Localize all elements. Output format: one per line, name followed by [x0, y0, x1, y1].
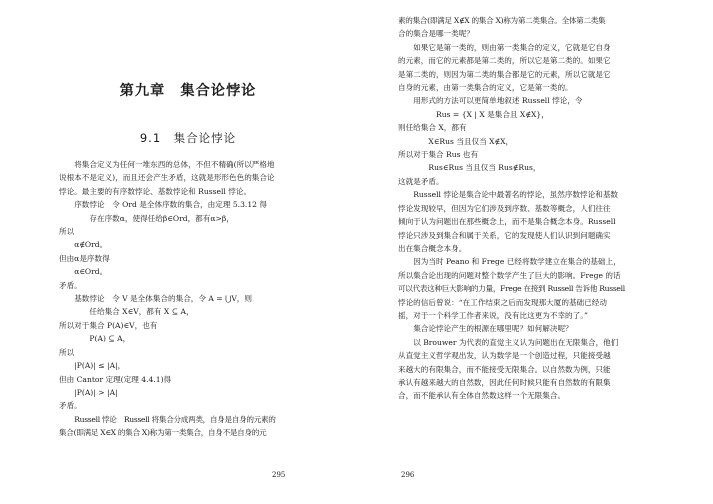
text-line: 因为当时 Peano 和 Frege 已经将数学建立在集合的基础上， [413, 257, 621, 267]
text-line: 以 Brouwer 为代表的直觉主义认为问题出在无限集合，他们 [413, 337, 619, 347]
text-line: 则任给集合 X，都有 [398, 123, 467, 133]
text-line: α∉Ord。 [74, 240, 108, 250]
text-line: 所以 [59, 227, 75, 237]
text-line: 矛盾。 [59, 401, 82, 411]
text-line: 存在序数α，使得任给β∈Ord，都有α>β， [89, 213, 234, 223]
right-page-number: 296 [401, 471, 415, 479]
text-line: 的元素，而它的元素都是第二类的，所以它是第二类的。如果它 [398, 56, 611, 66]
text-line: 悖论发现较早，但因为它们涉及到序数、基数等概念，人们往往 [398, 203, 611, 213]
text-line: Rus∈Rus 当且仅当 Rus∉Rus， [428, 163, 541, 173]
text-line: 说根本不是定义)，而且还会产生矛盾，这就是形形色色的集合论 [59, 173, 275, 183]
text-line: 合，而不能承认有全体自然数这样一个无限集合。 [398, 391, 566, 401]
text-line: 从直觉主义哲学观出发，认为数学是一个创造过程，只能接受越 [398, 351, 611, 361]
text-line: 摇，对于一个科学工作者来说，没有比这更为不幸的了。” [398, 310, 588, 320]
text-line: 所以 [59, 347, 75, 357]
text-line: 序数悖论 令 Ord 是全体序数的集合，由定理 5.3.12 得 [74, 200, 267, 210]
text-line: 矛盾。 [59, 280, 82, 290]
text-line: 基数悖论 令 V 是全体集合的集合，令 A = ⋃V，则 [74, 294, 252, 304]
left-page [0, 0, 356, 504]
text-line: 但由 Cantor 定理(定理 4.4.1)得 [59, 374, 172, 384]
text-line: 来越大的有限集合，而不能接受无限集合。以自然数为例，只能 [398, 364, 611, 374]
text-line: 悖论只涉及到集合和属于关系，它的发现使人们认识到问题确实 [398, 230, 611, 240]
text-line: 素的集合(即满足 X∉X 的集合 X)称为第二类集合。全体第二类集 [398, 16, 606, 25]
text-line: 这就是矛盾。 [398, 176, 444, 186]
text-line: |P(A)| ≤ |A|， [74, 361, 126, 371]
text-line: P(A) ⊆ A， [89, 334, 131, 344]
text-line: 所以对于集合 P(A)∈V，也有 [59, 320, 158, 330]
text-line: Russell 悖论是集合论中最著名的悖论，虽然序数悖论和基数 [413, 190, 619, 200]
text-line: 是第二类的，则因为第二类的集合都是它的元素，所以它就是它 [398, 69, 611, 79]
right-text-column [398, 14, 656, 403]
right-page [356, 0, 713, 504]
text-line: 所以对于集合 Rus 也有 [398, 150, 479, 160]
text-line: X∈Rus 当且仅当 X∉X， [428, 136, 514, 146]
text-line: 所以集合论出现的问题对整个数学产生了巨大的影响。Frege 的话 [398, 270, 621, 280]
left-text-column [59, 158, 317, 440]
section-title: 9.1 集合论悖论 [139, 131, 237, 145]
text-line: 用形式的方法可以更简单地叙述 Russell 悖论，令 [413, 96, 583, 106]
text-line: α∈Ord。 [74, 267, 108, 277]
text-line: 悖论。最主要的有序数悖论、基数悖论和 Russell 悖论。 [59, 186, 252, 196]
text-line: 可以代表这种巨大影响的力量，Frege 在接到 Russell 告诉他 Russell [398, 284, 625, 294]
text-line: |P(A)| > |A| [74, 387, 118, 397]
text-line: 合的集合是哪一类呢？ [398, 29, 474, 39]
text-line: 悖论的信后曾说：“在工作结束之后而发现那大厦的基础已经动 [398, 297, 607, 307]
text-line: 承认有越来越大的自然数，因此任何时候只能有自然数的有限集 [398, 377, 611, 387]
chapter-title: 第九章 集合论悖论 [119, 83, 257, 99]
text-line: 集合(即满足 X∈X 的集合 X)称为第一类集合，自身不是自身的元 [59, 428, 267, 438]
text-line: 如果它是第一类的，则由第一类集合的定义，它就是它自身 [413, 42, 611, 52]
text-line: Rus = {X | X 是集合且 X∉X}， [436, 109, 549, 119]
text-line: Russell 悖论 Russell 将集合分成两类，自身是自身的元素的 [74, 414, 276, 424]
text-line: 倾向于认为问题出在那些概念上，而不是集合概念本身。Russell [398, 217, 616, 227]
text-line: 但由α是序数得 [59, 253, 110, 263]
text-line: 集合论悖论产生的根源在哪里呢？如何解决呢？ [413, 324, 573, 334]
text-line: 任给集合 X∈V，都有 X ⊆ A， [89, 307, 194, 317]
text-line: 自身的元素，由第一类集合的定义，它是第一类的。 [398, 83, 573, 93]
left-page-number: 295 [272, 471, 286, 479]
text-line: 出在集合概念本身。 [398, 243, 467, 253]
text-line: 将集合定义为任何一堆东西的总体，不但不精确(所以严格地 [74, 160, 275, 169]
